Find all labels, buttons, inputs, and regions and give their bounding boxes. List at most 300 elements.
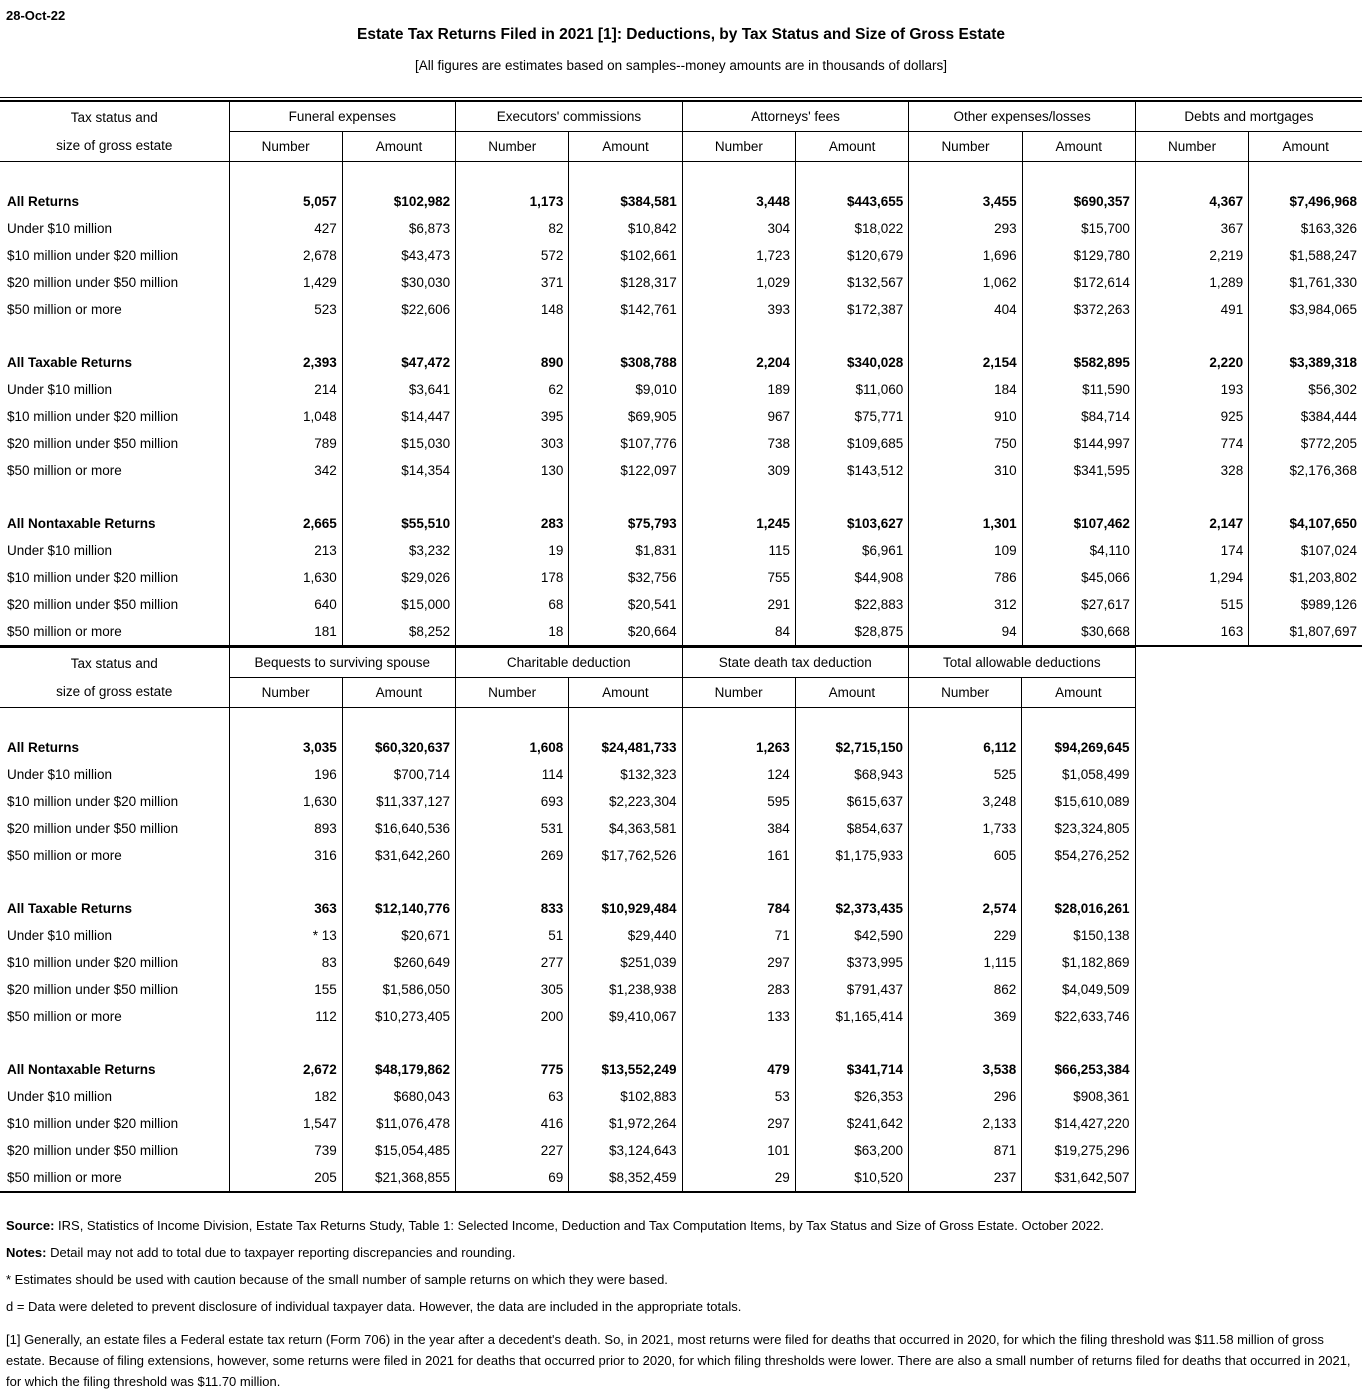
cell: 605 (909, 842, 1022, 869)
cell: $163,326 (1249, 215, 1362, 242)
cell: $241,642 (795, 1110, 908, 1137)
row-label: $50 million or more (7, 1009, 122, 1024)
column-header: Number (456, 132, 569, 162)
table-row (0, 1110, 1135, 1137)
row-label: Under $10 million (7, 928, 113, 943)
cell: 303 (456, 430, 569, 457)
cell: $107,776 (569, 430, 682, 457)
row-label: $10 million under $20 million (7, 248, 179, 263)
cell: $22,633,746 (1022, 1003, 1135, 1030)
column-header: Amount (569, 132, 682, 162)
cell: 404 (909, 296, 1022, 323)
spacer-cell (456, 869, 569, 895)
cell: $13,552,249 (569, 1056, 682, 1083)
row-label: All Taxable Returns (7, 355, 133, 370)
spacer-cell (342, 323, 455, 349)
row-label: $50 million or more (7, 1170, 122, 1185)
cell: $9,010 (569, 376, 682, 403)
cell: $18,022 (796, 215, 909, 242)
spacer-cell (0, 484, 229, 510)
cell: 910 (909, 403, 1022, 430)
cell: 200 (456, 1003, 569, 1030)
spacer-cell (229, 869, 342, 895)
cell: 51 (456, 922, 569, 949)
asterisk-note: * Estimates should be used with caution because of the small number of sample returns on which they were based. (6, 1272, 668, 1287)
cell: $854,637 (795, 815, 908, 842)
spacer-cell (796, 484, 909, 510)
cell: $29,440 (569, 922, 682, 949)
cell: $1,175,933 (795, 842, 908, 869)
cell: 213 (229, 537, 342, 564)
table-row (0, 403, 1362, 430)
spacer-cell (342, 484, 455, 510)
cell: 84 (682, 618, 795, 646)
spacer-cell (569, 869, 682, 895)
cell: $47,472 (342, 349, 455, 376)
cell: $129,780 (1022, 242, 1135, 269)
cell: 109 (909, 537, 1022, 564)
spacer-cell (1022, 484, 1135, 510)
cell: $1,972,264 (569, 1110, 682, 1137)
cell: $42,590 (795, 922, 908, 949)
cell: 94 (909, 618, 1022, 646)
spacer-cell (1249, 323, 1362, 349)
cell: 2,672 (229, 1056, 342, 1083)
cell: $15,610,089 (1022, 788, 1135, 815)
table-row (0, 591, 1362, 618)
cell: $1,182,869 (1022, 949, 1135, 976)
cell: 163 (1135, 618, 1248, 646)
spacer-cell (569, 323, 682, 349)
cell: $132,323 (569, 761, 682, 788)
cell: 2,678 (229, 242, 342, 269)
cell: 967 (682, 403, 795, 430)
cell: 1,062 (909, 269, 1022, 296)
cell: $3,389,318 (1249, 349, 1362, 376)
cell: $3,124,643 (569, 1137, 682, 1164)
spacer-cell (795, 869, 908, 895)
table-row (0, 1056, 1135, 1083)
cell: $55,510 (342, 510, 455, 537)
d-note: d = Data were deleted to prevent disclosure of individual taxpayer data. However, the data are included in the appropriate totals. (6, 1299, 742, 1314)
spacer-cell (456, 162, 569, 189)
cell: $1,586,050 (342, 976, 455, 1003)
row-label: Under $10 million (7, 767, 113, 782)
page-subtitle: [All figures are estimates based on samples--money amounts are in thousands of dollars] (414, 58, 948, 73)
cell: 148 (456, 296, 569, 323)
group-header: State death tax deduction (682, 648, 909, 678)
cell: 416 (456, 1110, 569, 1137)
cell: $1,238,938 (569, 976, 682, 1003)
cell: 304 (682, 215, 795, 242)
row-label: $20 million under $50 million (7, 1143, 179, 1158)
row-label: All Nontaxable Returns (7, 1062, 156, 1077)
cell: 101 (682, 1137, 795, 1164)
cell: 297 (682, 949, 795, 976)
cell: 296 (909, 1083, 1022, 1110)
cell: 277 (456, 949, 569, 976)
row-label: All Taxable Returns (7, 901, 133, 916)
cell: $3,232 (342, 537, 455, 564)
cell: 124 (682, 761, 795, 788)
cell: $107,024 (1249, 537, 1362, 564)
column-header: Number (909, 678, 1022, 708)
column-header: Amount (1022, 678, 1135, 708)
cell: $31,642,507 (1022, 1164, 1135, 1192)
cell: 755 (682, 564, 795, 591)
spacer-cell (1022, 1030, 1135, 1056)
spacer-cell (0, 162, 229, 189)
cell: $1,588,247 (1249, 242, 1362, 269)
spacer-cell (569, 162, 682, 189)
spacer-cell (1022, 708, 1135, 735)
table-row (0, 1137, 1135, 1164)
cell: $143,512 (796, 457, 909, 484)
label-header-line1: Tax status and (70, 109, 158, 125)
spacer-row (0, 323, 1362, 349)
row-label: $10 million under $20 million (7, 570, 179, 585)
group-header: Attorneys' fees (682, 102, 909, 132)
cell: 181 (229, 618, 342, 646)
label-column-header (0, 648, 229, 708)
column-header: Amount (1249, 132, 1362, 162)
row-label: $10 million under $20 million (7, 794, 179, 809)
cell: 130 (456, 457, 569, 484)
cell: 184 (909, 376, 1022, 403)
spacer-cell (569, 1030, 682, 1056)
cell: 833 (456, 895, 569, 922)
cell: $7,496,968 (1249, 188, 1362, 215)
cell: 53 (682, 1083, 795, 1110)
cell: $32,756 (569, 564, 682, 591)
cell: $43,473 (342, 242, 455, 269)
source-label: Source: (6, 1218, 55, 1233)
spacer-cell (796, 162, 909, 189)
group-header: Charitable deduction (456, 648, 683, 678)
cell: $28,875 (796, 618, 909, 646)
cell: 309 (682, 457, 795, 484)
cell: 2,220 (1135, 349, 1248, 376)
spacer-cell (0, 1030, 229, 1056)
cell: $6,873 (342, 215, 455, 242)
cell: 29 (682, 1164, 795, 1192)
source-line (6, 1218, 1362, 1234)
cell: 2,133 (909, 1110, 1022, 1137)
cell: 1,301 (909, 510, 1022, 537)
row-label: $50 million or more (7, 463, 122, 478)
cell: 114 (456, 761, 569, 788)
cell: 1,245 (682, 510, 795, 537)
cell: 328 (1135, 457, 1248, 484)
cell: $75,793 (569, 510, 682, 537)
cell: $14,354 (342, 457, 455, 484)
cell: 479 (682, 1056, 795, 1083)
cell: 68 (456, 591, 569, 618)
column-header: Amount (796, 132, 909, 162)
cell: 786 (909, 564, 1022, 591)
column-header: Amount (569, 678, 682, 708)
notes-label: Notes: (6, 1245, 47, 1260)
cell: $308,788 (569, 349, 682, 376)
cell: 6,112 (909, 734, 1022, 761)
table-row (0, 734, 1135, 761)
row-label: Under $10 million (7, 382, 113, 397)
cell: 3,035 (229, 734, 342, 761)
spacer-cell (1135, 484, 1248, 510)
table-row (0, 1003, 1135, 1030)
table-row (0, 842, 1135, 869)
cell: $11,590 (1022, 376, 1135, 403)
cell: $120,679 (796, 242, 909, 269)
cell: 784 (682, 895, 795, 922)
cell: 775 (456, 1056, 569, 1083)
row-label: $20 million under $50 million (7, 597, 179, 612)
cell: $690,357 (1022, 188, 1135, 215)
row-label: $10 million under $20 million (7, 1116, 179, 1131)
cell: $30,668 (1022, 618, 1135, 646)
row-label: Under $10 million (7, 543, 113, 558)
row-label: $20 million under $50 million (7, 436, 179, 451)
cell: $4,363,581 (569, 815, 682, 842)
row-label: $50 million or more (7, 624, 122, 639)
cell: $94,269,645 (1022, 734, 1135, 761)
cell: 342 (229, 457, 342, 484)
cell: 2,574 (909, 895, 1022, 922)
spacer-cell (1249, 162, 1362, 189)
cell: 395 (456, 403, 569, 430)
cell: $44,908 (796, 564, 909, 591)
cell: 71 (682, 922, 795, 949)
table-row (0, 922, 1135, 949)
footnote-1: [1] Generally, an estate files a Federal estate tax return (Form 706) in the year after a decedent's death. So, in 2021, most returns were filed for deaths that occurred in 2020, for which the filing threshold was $11.58 million of gross estate. Because of filing extensions, however, some returns were filed in 2021 for deaths that occurred prior to 2020, for which filing thresholds were lower. There are also a small number of returns filed for deaths that occurred in 2021, for which the filing threshold was $11.70 million. (6, 1332, 1351, 1389)
cell: $16,640,536 (342, 815, 455, 842)
cell: 112 (229, 1003, 342, 1030)
spacer-cell (1022, 323, 1135, 349)
cell: $14,427,220 (1022, 1110, 1135, 1137)
cell: 174 (1135, 537, 1248, 564)
cell: 369 (909, 1003, 1022, 1030)
cell: $22,883 (796, 591, 909, 618)
cell: 316 (229, 842, 342, 869)
spacer-cell (795, 708, 908, 735)
row-label: $50 million or more (7, 302, 122, 317)
cell: 18 (456, 618, 569, 646)
cell: $144,997 (1022, 430, 1135, 457)
cell: $24,481,733 (569, 734, 682, 761)
row-label: All Returns (7, 194, 80, 209)
cell: 178 (456, 564, 569, 591)
cell: 1,630 (229, 564, 342, 591)
cell: 774 (1135, 430, 1248, 457)
cell: $372,263 (1022, 296, 1135, 323)
spacer-cell (229, 323, 342, 349)
cell: 1,173 (456, 188, 569, 215)
spacer-cell (1135, 323, 1248, 349)
spacer-cell (456, 323, 569, 349)
cell: $56,302 (1249, 376, 1362, 403)
cell: 214 (229, 376, 342, 403)
spacer-cell (342, 162, 455, 189)
spacer-cell (1022, 162, 1135, 189)
cell: 2,219 (1135, 242, 1248, 269)
group-header: Funeral expenses (229, 102, 456, 132)
row-label: Under $10 million (7, 221, 113, 236)
table-row (0, 815, 1135, 842)
spacer-cell (342, 869, 455, 895)
cell: $10,520 (795, 1164, 908, 1192)
cell: $1,831 (569, 537, 682, 564)
spacer-cell (342, 708, 455, 735)
cell: $1,807,697 (1249, 618, 1362, 646)
cell: 1,630 (229, 788, 342, 815)
cell: $6,961 (796, 537, 909, 564)
table-row (0, 618, 1362, 646)
cell: $260,649 (342, 949, 455, 976)
cell: 491 (1135, 296, 1248, 323)
table-row (0, 242, 1362, 269)
cell: $172,614 (1022, 269, 1135, 296)
cell: $3,641 (342, 376, 455, 403)
spacer-cell (1022, 869, 1135, 895)
spacer-cell (229, 1030, 342, 1056)
table-row (0, 215, 1362, 242)
cell: $3,984,065 (1249, 296, 1362, 323)
cell: 1,115 (909, 949, 1022, 976)
group-header: Executors' commissions (456, 102, 683, 132)
row-label: $20 million under $50 million (7, 275, 179, 290)
cell: 193 (1135, 376, 1248, 403)
label-header-line2: size of gross estate (56, 683, 173, 699)
cell: $2,715,150 (795, 734, 908, 761)
cell: 3,448 (682, 188, 795, 215)
cell: 525 (909, 761, 1022, 788)
cell: $128,317 (569, 269, 682, 296)
table-row (0, 949, 1135, 976)
cell: 205 (229, 1164, 342, 1192)
cell: $29,026 (342, 564, 455, 591)
cell: $15,030 (342, 430, 455, 457)
cell: $63,200 (795, 1137, 908, 1164)
label-column-header (0, 102, 229, 162)
cell: $4,110 (1022, 537, 1135, 564)
column-header: Number (229, 132, 342, 162)
spacer-cell (682, 484, 795, 510)
cell: $21,368,855 (342, 1164, 455, 1192)
cell: 1,294 (1135, 564, 1248, 591)
label-header-line1: Tax status and (70, 655, 158, 671)
cell: 189 (682, 376, 795, 403)
cell: 3,455 (909, 188, 1022, 215)
cell: $109,685 (796, 430, 909, 457)
spacer-row (0, 869, 1135, 895)
table-row (0, 296, 1362, 323)
table-row (0, 976, 1135, 1003)
report-date: 28-Oct-22 (6, 8, 66, 23)
column-header: Number (229, 678, 342, 708)
cell: $10,929,484 (569, 895, 682, 922)
group-header: Other expenses/losses (909, 102, 1136, 132)
footer-notes (0, 1218, 1362, 1392)
spacer-cell (0, 869, 229, 895)
cell: 890 (456, 349, 569, 376)
cell: $700,714 (342, 761, 455, 788)
cell: 161 (682, 842, 795, 869)
cell: 283 (456, 510, 569, 537)
cell: $54,276,252 (1022, 842, 1135, 869)
cell: $8,252 (342, 618, 455, 646)
cell: 1,608 (456, 734, 569, 761)
cell: $142,761 (569, 296, 682, 323)
cell: $30,030 (342, 269, 455, 296)
cell: $384,581 (569, 188, 682, 215)
spacer-cell (682, 323, 795, 349)
cell: $4,049,509 (1022, 976, 1135, 1003)
row-label: All Returns (7, 740, 80, 755)
cell: 82 (456, 215, 569, 242)
cell: $66,253,384 (1022, 1056, 1135, 1083)
cell: $23,324,805 (1022, 815, 1135, 842)
table-row (0, 430, 1362, 457)
row-label: Under $10 million (7, 1089, 113, 1104)
table-row (0, 376, 1362, 403)
cell: 155 (229, 976, 342, 1003)
cell: $15,700 (1022, 215, 1135, 242)
cell: $17,762,526 (569, 842, 682, 869)
cell: $341,714 (795, 1056, 908, 1083)
cell: $341,595 (1022, 457, 1135, 484)
cell: 293 (909, 215, 1022, 242)
tables-container (0, 102, 1362, 1193)
row-label: All Nontaxable Returns (7, 516, 156, 531)
cell: 1,723 (682, 242, 795, 269)
table-row (0, 269, 1362, 296)
cell: 925 (1135, 403, 1248, 430)
table-row (0, 564, 1362, 591)
cell: 1,696 (909, 242, 1022, 269)
spacer-cell (229, 484, 342, 510)
cell: 384 (682, 815, 795, 842)
spacer-cell (909, 708, 1022, 735)
group-header: Total allowable deductions (909, 648, 1136, 678)
cell: $251,039 (569, 949, 682, 976)
cell: 595 (682, 788, 795, 815)
group-header-row (0, 648, 1135, 678)
cell: $680,043 (342, 1083, 455, 1110)
cell: $102,661 (569, 242, 682, 269)
spacer-cell (569, 708, 682, 735)
cell: $14,447 (342, 403, 455, 430)
cell: $26,353 (795, 1083, 908, 1110)
cell: 2,154 (909, 349, 1022, 376)
table-row (0, 537, 1362, 564)
cell: $20,541 (569, 591, 682, 618)
column-header: Number (1135, 132, 1248, 162)
cell: $11,060 (796, 376, 909, 403)
column-header: Number (682, 678, 795, 708)
notes-text: Detail may not add to total due to taxpayer reporting discrepancies and rounding. (50, 1245, 516, 1260)
spacer-cell (0, 323, 229, 349)
cell: $10,842 (569, 215, 682, 242)
spacer-cell (1135, 162, 1248, 189)
cell: 229 (909, 922, 1022, 949)
cell: 4,367 (1135, 188, 1248, 215)
spacer-cell (229, 708, 342, 735)
cell: 312 (909, 591, 1022, 618)
cell: $69,905 (569, 403, 682, 430)
cell: 739 (229, 1137, 342, 1164)
cell: 1,289 (1135, 269, 1248, 296)
cell: $102,982 (342, 188, 455, 215)
